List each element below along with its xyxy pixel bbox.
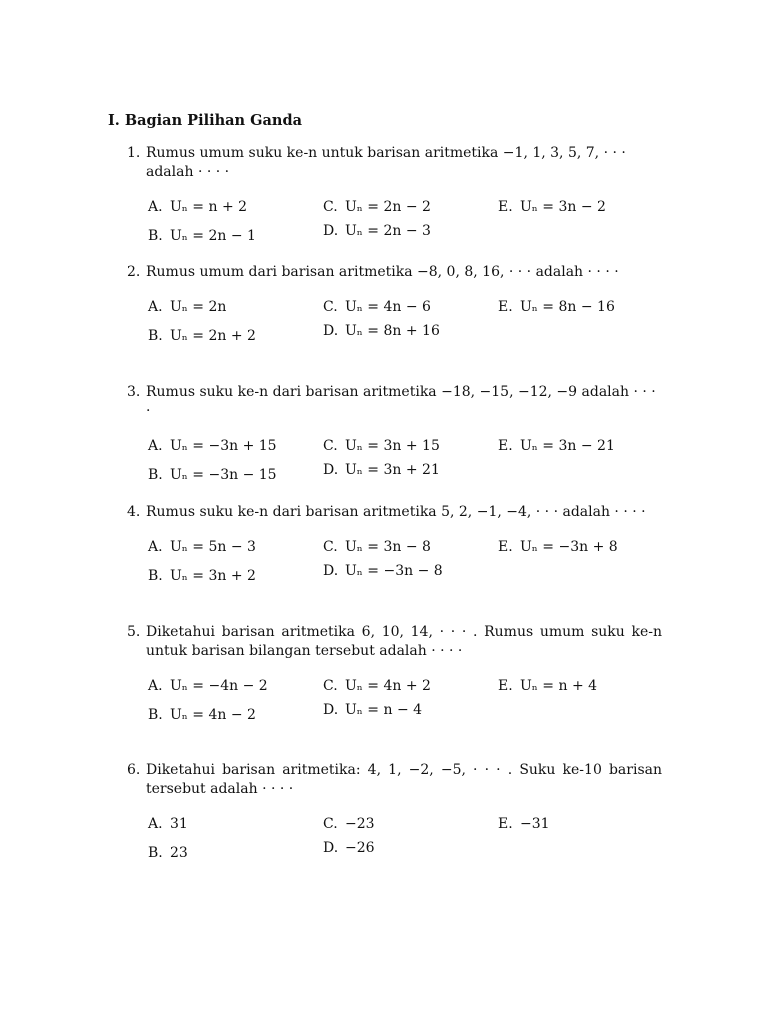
option-d[interactable]: D. Uₙ = 2n − 3 xyxy=(323,223,431,239)
option-e-text: −31 xyxy=(520,816,550,832)
option-b[interactable]: B. Uₙ = 2n − 1 xyxy=(148,228,256,244)
option-a[interactable]: A. Uₙ = 5n − 3 xyxy=(148,539,256,555)
option-a[interactable]: A. Uₙ = −3n + 15 xyxy=(148,438,277,454)
question-3 xyxy=(127,383,662,490)
option-b[interactable]: B. Uₙ = 4n − 2 xyxy=(148,707,256,723)
option-d[interactable]: D. Uₙ = 3n + 21 xyxy=(323,462,440,478)
option-c[interactable]: C. Uₙ = 3n + 15 xyxy=(323,438,440,454)
option-b-text: Uₙ = 3n + 2 xyxy=(170,568,256,584)
option-e[interactable]: E. Uₙ = n + 4 xyxy=(498,678,598,694)
option-e[interactable]: E. Uₙ = 3n − 21 xyxy=(498,438,615,454)
option-c[interactable]: C. Uₙ = 4n + 2 xyxy=(323,678,431,694)
option-a-text: Uₙ = 2n xyxy=(170,299,227,315)
option-b[interactable]: B. Uₙ = 2n + 2 xyxy=(148,328,256,344)
question-number: 2. xyxy=(127,264,141,280)
option-c[interactable]: C. Uₙ = 3n − 8 xyxy=(323,539,431,555)
option-c-text: Uₙ = 3n + 15 xyxy=(345,438,440,454)
option-d[interactable]: D. Uₙ = −3n − 8 xyxy=(323,563,443,579)
option-c[interactable]: C. Uₙ = 4n − 6 xyxy=(323,299,431,315)
option-b-text: Uₙ = 4n − 2 xyxy=(170,707,256,723)
option-c-text: Uₙ = 2n − 2 xyxy=(345,199,431,215)
question-text: Rumus suku ke-n dari barisan aritmetika −18, −15, −12, −9 adalah · · · · xyxy=(146,384,656,419)
option-d[interactable]: D. Uₙ = 8n + 16 xyxy=(323,323,440,339)
question-1 xyxy=(127,144,662,251)
option-c[interactable]: C. Uₙ = 2n − 2 xyxy=(323,199,431,215)
option-b-text: Uₙ = −3n − 15 xyxy=(170,467,277,483)
option-e-text: Uₙ = n + 4 xyxy=(520,678,598,694)
option-d-text: Uₙ = 3n + 21 xyxy=(345,462,440,478)
option-a[interactable]: A. Uₙ = 2n xyxy=(148,299,227,315)
option-d-text: Uₙ = n − 4 xyxy=(345,702,423,718)
option-d-text: Uₙ = 8n + 16 xyxy=(345,323,440,339)
option-d-text: −26 xyxy=(345,840,375,856)
option-b-text: Uₙ = 2n − 1 xyxy=(170,228,256,244)
option-a[interactable]: A. Uₙ = −4n − 2 xyxy=(148,678,268,694)
option-d-text: Uₙ = −3n − 8 xyxy=(345,563,443,579)
option-c-text: Uₙ = 4n − 6 xyxy=(345,299,431,315)
option-b[interactable]: B. Uₙ = 3n + 2 xyxy=(148,568,256,584)
option-d-text: Uₙ = 2n − 3 xyxy=(345,223,431,239)
option-a[interactable]: A. Uₙ = n + 2 xyxy=(148,199,248,215)
option-b[interactable]: B. Uₙ = −3n − 15 xyxy=(148,467,277,483)
option-e[interactable]: E. Uₙ = 8n − 16 xyxy=(498,299,615,315)
question-2 xyxy=(127,263,662,351)
question-4 xyxy=(127,503,662,591)
question-number: 6. xyxy=(127,762,141,778)
option-c-text: Uₙ = 3n − 8 xyxy=(345,539,431,555)
question-number: 5. xyxy=(127,624,141,640)
option-c-text: Uₙ = 4n + 2 xyxy=(345,678,431,694)
option-c[interactable]: C. −23 xyxy=(323,816,375,832)
option-e-text: Uₙ = −3n + 8 xyxy=(520,539,618,555)
option-a-text: Uₙ = −3n + 15 xyxy=(170,438,277,454)
question-text: Rumus umum suku ke-n untuk barisan aritmetika −1, 1, 3, 5, 7, · · · adalah · · · · xyxy=(146,145,626,180)
question-5 xyxy=(127,623,662,730)
option-a-text: Uₙ = n + 2 xyxy=(170,199,248,215)
question-6 xyxy=(127,761,662,868)
question-text: Diketahui barisan aritmetika 6, 10, 14, · · · . Rumus umum suku ke-n untuk barisan bilangan tersebut adalah · · · · xyxy=(146,624,662,659)
option-a-text: 31 xyxy=(170,816,188,832)
question-text: Rumus suku ke-n dari barisan aritmetika 5, 2, −1, −4, · · · adalah · · · · xyxy=(146,504,646,520)
option-a-text: Uₙ = −4n − 2 xyxy=(170,678,268,694)
option-e-text: Uₙ = 3n − 21 xyxy=(520,438,615,454)
option-e-text: Uₙ = 3n − 2 xyxy=(520,199,606,215)
option-d[interactable]: D. Uₙ = n − 4 xyxy=(323,702,423,718)
option-d[interactable]: D. −26 xyxy=(323,840,375,856)
option-e[interactable]: E. Uₙ = −3n + 8 xyxy=(498,539,618,555)
option-c-text: −23 xyxy=(345,816,375,832)
option-a-text: Uₙ = 5n − 3 xyxy=(170,539,256,555)
option-b-text: Uₙ = 2n + 2 xyxy=(170,328,256,344)
question-number: 3. xyxy=(127,384,141,400)
option-b[interactable]: B. 23 xyxy=(148,845,188,861)
option-b-text: 23 xyxy=(170,845,188,861)
question-number: 4. xyxy=(127,504,141,520)
option-e[interactable]: E. Uₙ = 3n − 2 xyxy=(498,199,606,215)
option-e-text: Uₙ = 8n − 16 xyxy=(520,299,615,315)
option-a[interactable]: A. 31 xyxy=(148,816,188,832)
question-number: 1. xyxy=(127,145,141,161)
question-text: Diketahui barisan aritmetika: 4, 1, −2, −5, · · · . Suku ke-10 barisan tersebut adalah · · · · xyxy=(146,762,662,797)
option-e[interactable]: E. −31 xyxy=(498,816,550,832)
question-text: Rumus umum dari barisan aritmetika −8, 0, 8, 16, · · · adalah · · · · xyxy=(146,264,619,280)
section-title: I. Bagian Pilihan Ganda xyxy=(108,112,302,129)
